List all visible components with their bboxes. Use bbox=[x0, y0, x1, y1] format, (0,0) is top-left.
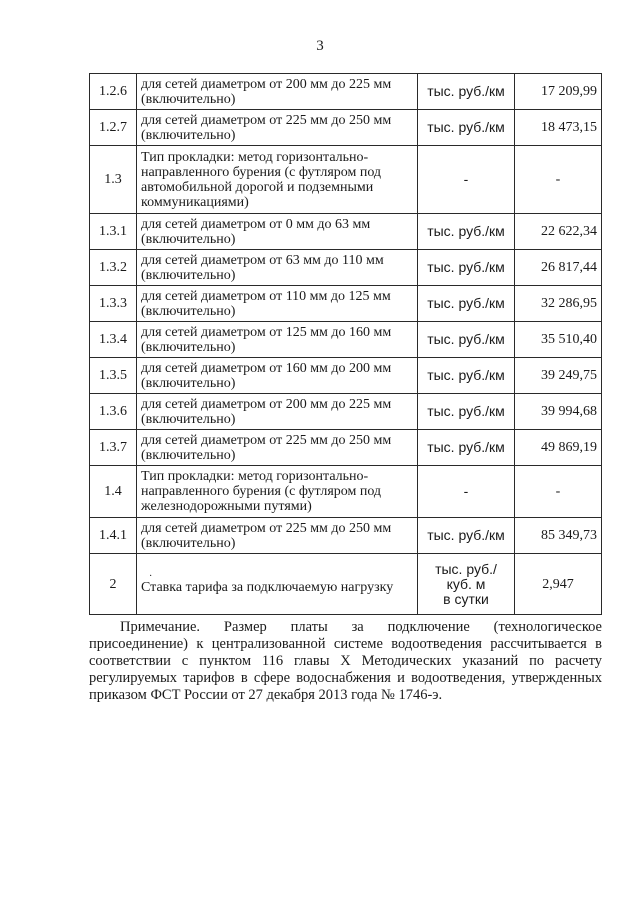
row-unit-line: тыс. руб./ bbox=[435, 560, 497, 577]
row-unit: тыс. руб./км bbox=[418, 394, 515, 430]
table-row bbox=[90, 214, 602, 250]
row-number: 1.3.7 bbox=[90, 430, 137, 466]
row-number: 1.3.6 bbox=[90, 394, 137, 430]
table-row bbox=[90, 430, 602, 466]
row-value: 2,947 bbox=[515, 554, 602, 615]
table-row bbox=[90, 466, 602, 518]
row-description: для сетей диаметром от 160 мм до 200 мм (включительно) bbox=[137, 358, 418, 394]
row-unit: тыс. руб./км bbox=[418, 518, 515, 554]
row-description: для сетей диаметром от 63 мм до 110 мм (включительно) bbox=[137, 250, 418, 286]
row-value: 35 510,40 bbox=[515, 322, 602, 358]
row-value: 49 869,19 bbox=[515, 430, 602, 466]
table-row bbox=[90, 358, 602, 394]
row-unit: - bbox=[418, 466, 515, 518]
row-value: 22 622,34 bbox=[515, 214, 602, 250]
row-value: - bbox=[515, 466, 602, 518]
row-unit-cell bbox=[418, 554, 515, 615]
table-row bbox=[90, 394, 602, 430]
row-description: для сетей диаметром от 225 мм до 250 мм (включительно) bbox=[137, 518, 418, 554]
table-row bbox=[90, 110, 602, 146]
row-description: для сетей диаметром от 225 мм до 250 мм (включительно) bbox=[137, 430, 418, 466]
table-row bbox=[90, 322, 602, 358]
row-value: 85 349,73 bbox=[515, 518, 602, 554]
row-unit: тыс. руб./км bbox=[418, 110, 515, 146]
row-unit: тыс. руб./км bbox=[418, 322, 515, 358]
row-description: для сетей диаметром от 225 мм до 250 мм (включительно) bbox=[137, 110, 418, 146]
row-value: 18 473,15 bbox=[515, 110, 602, 146]
table-row bbox=[90, 146, 602, 214]
row-unit-line: в сутки bbox=[443, 590, 489, 607]
table-row bbox=[90, 286, 602, 322]
footnote-paragraph: Примечание. Размер платы за подключение (технологическое присоединение) к централизованной системе водоотведения рассчитывается в соответствии с пунктом 116 главы X Методических указаний по расчету регулируемых тарифов в сфере водоснабжения и водоотведения, утвержденных приказом ФСТ России от 27 декабря 2013 года № 1746-э. bbox=[89, 619, 602, 703]
row-number: 1.2.6 bbox=[90, 74, 137, 110]
row-unit: тыс. руб./км bbox=[418, 214, 515, 250]
tariff-table bbox=[89, 73, 602, 615]
table-row bbox=[90, 74, 602, 110]
row-value: 32 286,95 bbox=[515, 286, 602, 322]
row-description: Тип прокладки: метод горизонтально-направленного бурения (с футляром под автомобильной дорогой и подземными коммуникациями) bbox=[137, 146, 418, 214]
row-description: Тип прокладки: метод горизонтально-направленного бурения (с футляром под железнодорожными путями) bbox=[137, 466, 418, 518]
row-description-cell bbox=[137, 554, 418, 615]
row-number: 1.3 bbox=[90, 146, 137, 214]
row-unit: тыс. руб./км bbox=[418, 430, 515, 466]
table-row bbox=[90, 250, 602, 286]
row-unit: тыс. руб./км bbox=[418, 74, 515, 110]
row-unit: - bbox=[418, 146, 515, 214]
stray-dot-mark: · bbox=[149, 570, 153, 582]
page-number: 3 bbox=[316, 38, 324, 54]
row-number: 1.3.2 bbox=[90, 250, 137, 286]
row-value: 26 817,44 bbox=[515, 250, 602, 286]
row-description: для сетей диаметром от 0 мм до 63 мм (включительно) bbox=[137, 214, 418, 250]
row-unit: тыс. руб./км bbox=[418, 286, 515, 322]
row-number: 1.3.3 bbox=[90, 286, 137, 322]
row-number: 1.2.7 bbox=[90, 110, 137, 146]
row-number: 1.3.5 bbox=[90, 358, 137, 394]
row-unit-line: куб. м bbox=[446, 575, 486, 592]
row-description: для сетей диаметром от 200 мм до 225 мм (включительно) bbox=[137, 394, 418, 430]
row-description: Ставка тарифа за подключаемую нагрузку bbox=[141, 579, 394, 595]
row-unit: тыс. руб./км bbox=[418, 358, 515, 394]
row-value: 39 994,68 bbox=[515, 394, 602, 430]
row-number: 1.4.1 bbox=[90, 518, 137, 554]
row-unit: тыс. руб./км bbox=[418, 250, 515, 286]
row-number: 1.3.1 bbox=[90, 214, 137, 250]
row-description: для сетей диаметром от 110 мм до 125 мм (включительно) bbox=[137, 286, 418, 322]
row-number: 2 bbox=[90, 554, 137, 615]
row-value: 39 249,75 bbox=[515, 358, 602, 394]
row-number: 1.3.4 bbox=[90, 322, 137, 358]
table-row bbox=[90, 554, 602, 615]
row-value: 17 209,99 bbox=[515, 74, 602, 110]
row-number: 1.4 bbox=[90, 466, 137, 518]
row-description: для сетей диаметром от 200 мм до 225 мм (включительно) bbox=[137, 74, 418, 110]
row-description: для сетей диаметром от 125 мм до 160 мм (включительно) bbox=[137, 322, 418, 358]
table-row bbox=[90, 518, 602, 554]
row-value: - bbox=[515, 146, 602, 214]
